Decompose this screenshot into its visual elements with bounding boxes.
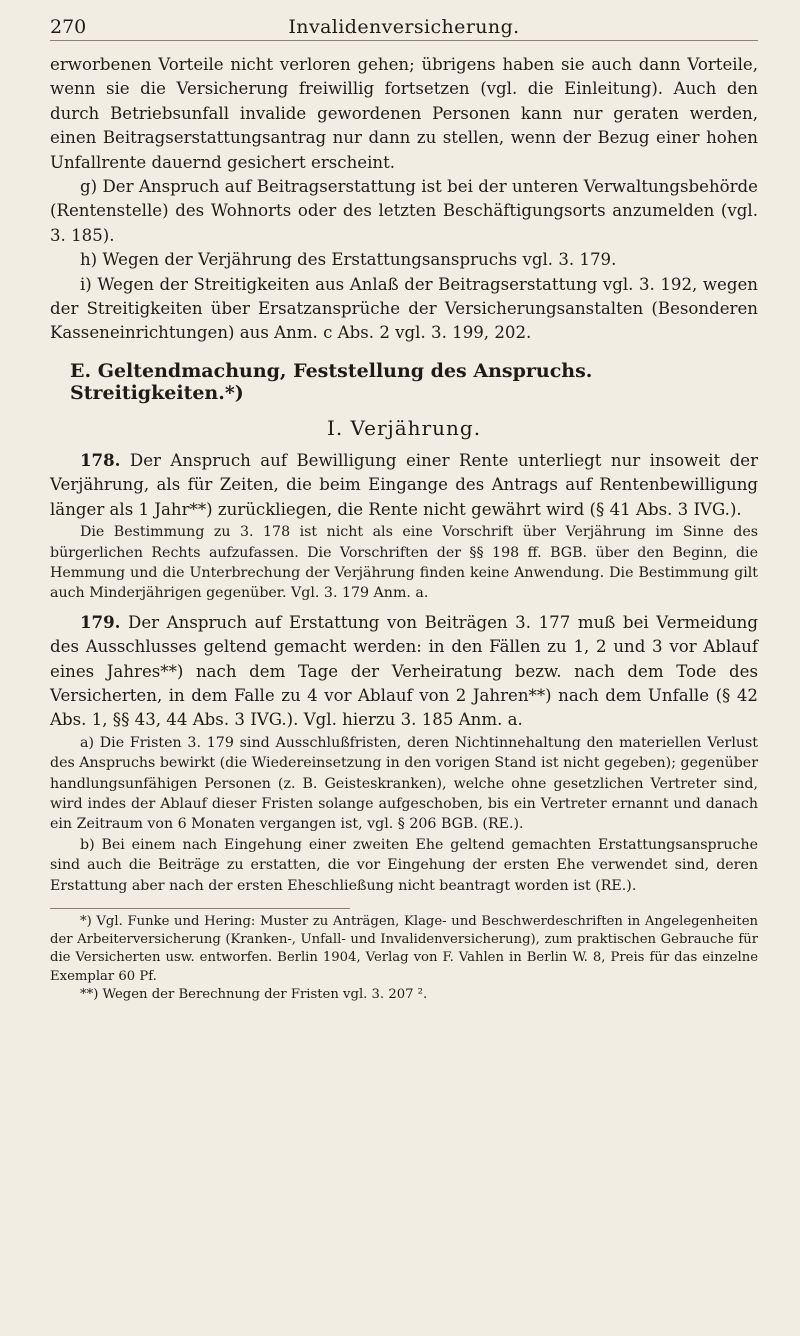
paragraph-179-note-b: b) Bei einem nach Eingehung einer zweiten Ehe geltend gemachten Erstattungsanspruche sind auch die Beiträge zu erstatten, die vor Eingehung der ersten Ehe verwendet sind, deren Erstattung aber nach der ersten Eheschließung nicht beantragt worden ist (RE.). [50,836,758,894]
running-title: Invalidenversicherung. [288,16,520,38]
item-g: g) Der Anspruch auf Beitragserstattung ist bei der unteren Verwaltungsbehörde (Rentenstelle) des Wohnorts oder des letzten Beschäftigungsorts anzumelden (vgl. 3. 185). [50,177,758,245]
continued-paragraph: erworbenen Vorteile nicht verloren gehen; übrigens haben sie auch dann Vorteile, wenn sie die Versicherung freiwillig fortsetzen (vgl. die Einleitung). Auch den durch Betriebsunfall invalide gewordenen Personen kann nur geraten werden, einen Beitragserstattungsantrag nur dann zu stellen, wenn der Bezug einer hohen Unfallrente dauernd gesichert erscheint. [50,55,758,172]
subheading-verjaehrung: I. Verjährung. [326,415,482,440]
paragraph-178-note: Die Bestimmung zu 3. 178 ist nicht als eine Vorschrift über Verjährung im Sinne des bürgerlichen Rechts aufzufassen. Die Vorschriften der §§ 198 ff. BGB. über den Beginn, die Hemmung und die Unterbrechung der Verjährung finden keine Anwendung. Die Bestimmung gilt auch Minderjährigen gegenüber. Vgl. 3. 179 Anm. a. [50,524,758,602]
item-i: i) Wegen der Streitigkeiten aus Anlaß der Beitragserstattung vgl. 3. 192, wegen der Streitigkeiten über Ersatzansprüche der Versicherungsanstalten (Besonderen Kasseneinrichtungen) aus Anm. c Abs. 2 vgl. 3. 199, 202. [50,274,758,343]
paragraph-178 [50,448,758,522]
footnotes [50,913,758,1004]
paragraph-text: Der Anspruch auf Erstattung von Beiträgen 3. 177 muß bei Vermeidung des Ausschlusses geltend gemacht werden: in den Fällen zu 1, 2 und 3 vor Ablauf eines Jahres**) nach dem Tage der Verheiratung bezw. nach dem Tode des Versicherten, in dem Falle zu 4 vor Ablauf von 2 Jahren**) nach dem Unfalle (§ 42 Abs. 1, §§ 43, 44 Abs. 3 IVG.). Vgl. hierzu 3. 185 Anm. a. [50,612,758,730]
section-heading: E. Geltendmachung, Feststellung des Anspruchs. Streitigkeiten.*) [70,359,593,404]
paragraph-179 [50,610,758,733]
footnote-1: *) Vgl. Funke und Hering: Muster zu Anträgen, Klage- und Beschwerdeschriften in Angelegenheiten der Arbeiterversicherung (Kranken-, Unfall- und Invalidenversicherung), zum praktischen Gebrauche für die Versicherten usw. entworfen. Berlin 1904, Verlag von F. Vahlen in Berlin W. 8, Preis für das einzelne Exemplar 60 Pf. [50,914,758,984]
footnote-2: **) Wegen der Berechnung der Fristen vgl. 3. 207 ². [80,986,428,1002]
page-header [50,12,758,41]
paragraph-number: 179. [80,611,121,632]
paragraph-text: Der Anspruch auf Bewilligung einer Rente unterliegt nur insoweit der Verjährung, als für Zeiten, die beim Eingange des Antrags auf Rentenbewilligung länger als 1 Jahr**) zurückliegen, die Rente nicht gewährt wird (§ 41 Abs. 3 IVG.). [50,450,759,519]
page-number: 270 [50,16,87,38]
paragraph-number: 178. [80,449,121,470]
paragraph-179-note-a: a) Die Fristen 3. 179 sind Ausschlußfristen, deren Nichtinnehaltung den materiellen Verlust des Anspruchs bewirkt (die Wiedereinsetzung in den vorigen Stand ist nicht gegeben); gegenüber handlungsunfähigen Personen (z. B. Geisteskranken), welche ohne gesetzlichen Vertreter sind, wird indes der Ablauf dieser Fristen solange aufgeschoben, bis ein Vertreter ernannt und danach ein Zeitraum von 6 Monaten vergangen ist, vgl. § 206 BGB. (RE.). [50,734,758,833]
item-h: h) Wegen der Verjährung des Erstattungsanspruchs vgl. 3. 179. [80,250,617,270]
